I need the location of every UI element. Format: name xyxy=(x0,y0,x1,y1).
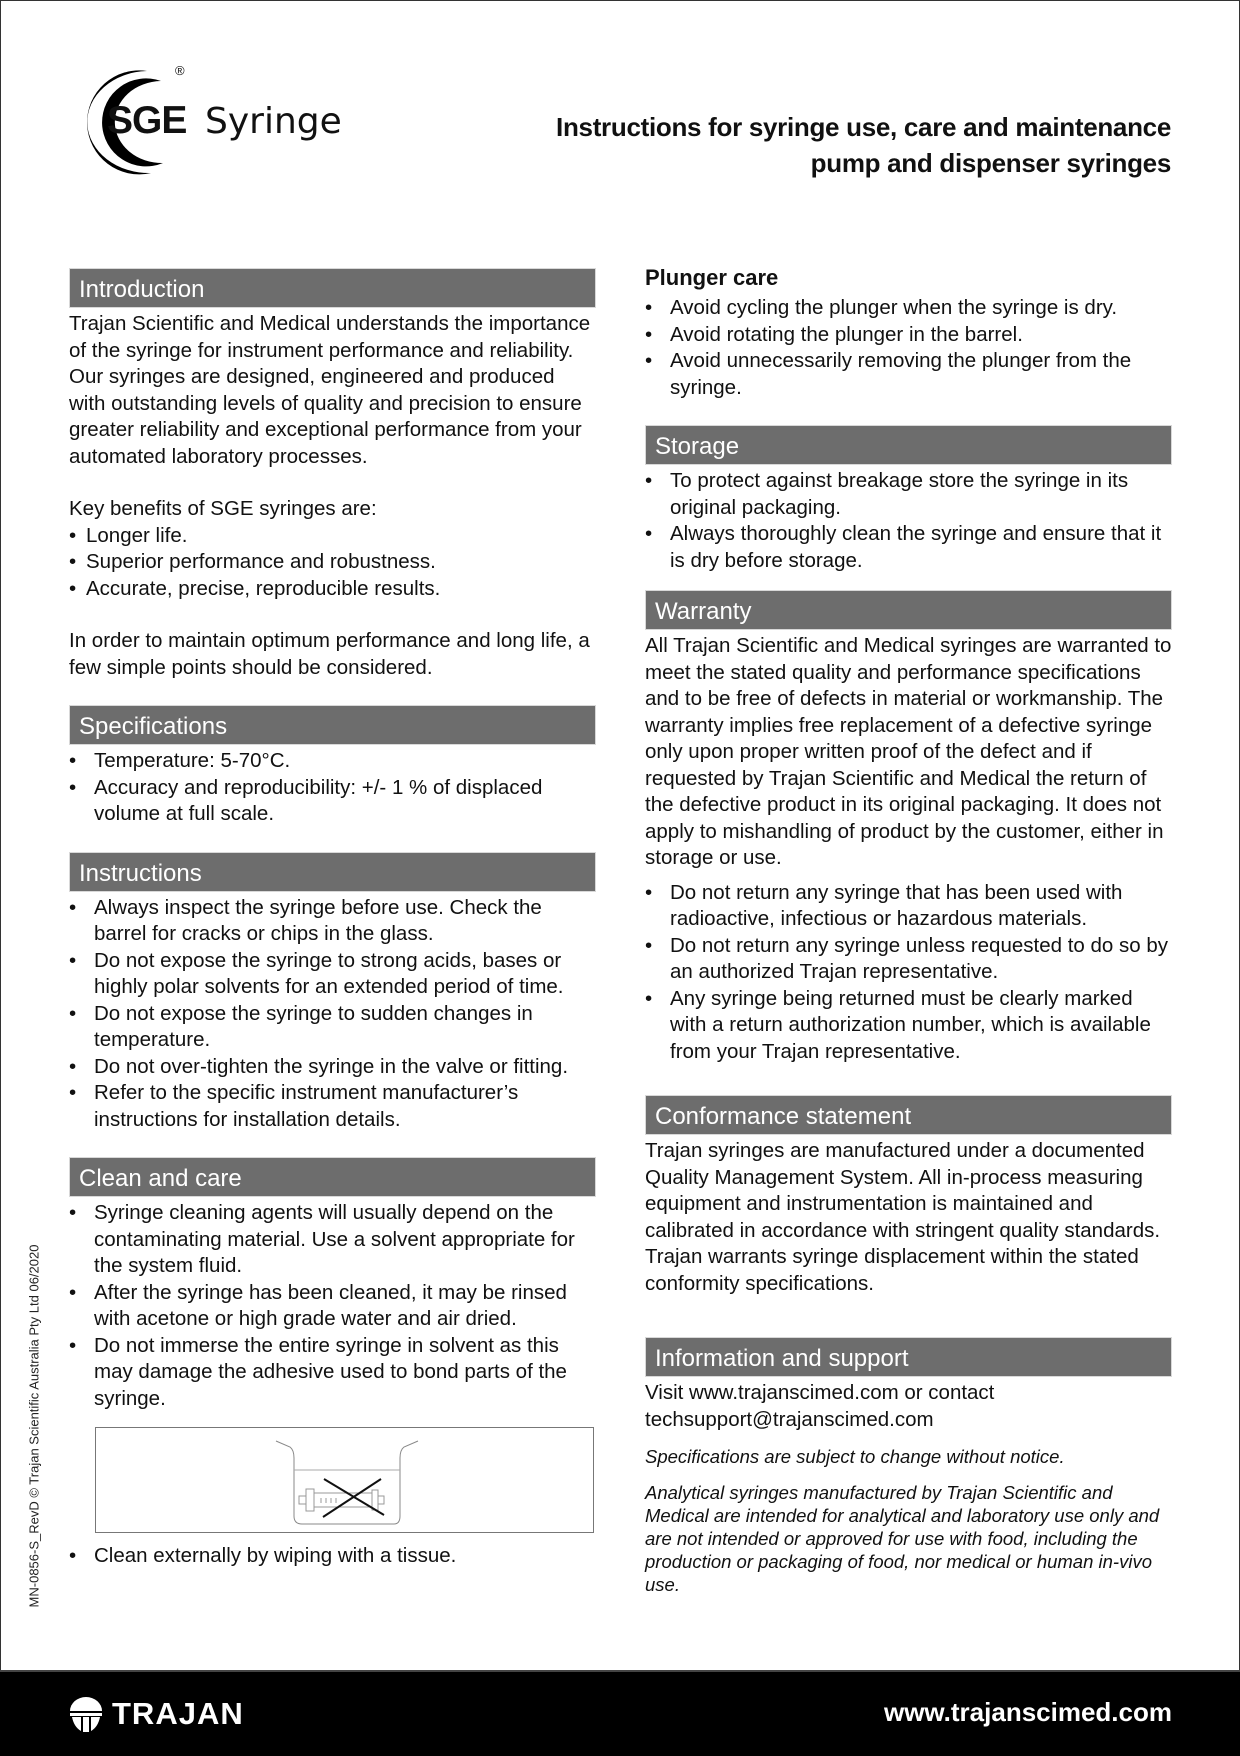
clean-and-care-list xyxy=(69,1200,596,1412)
list-item: • Do not return any syringe unless requested to do so by an authorized Trajan representative. xyxy=(645,933,1172,986)
section-heading-introduction: Introduction xyxy=(69,268,596,308)
section-heading-plunger-care: Plunger care xyxy=(645,265,779,290)
warranty-list xyxy=(645,880,1172,1066)
list-item: • Temperature: 5-70°C. xyxy=(69,748,596,775)
list-item: • Do not return any syringe that has been used with radioactive, infectious or hazardous materials. xyxy=(645,880,1172,933)
footer-website-link[interactable]: www.trajanscimed.com xyxy=(883,1697,1172,1727)
left-column xyxy=(69,268,596,1570)
list-item: • Avoid unnecessarily removing the plunger from the syringe. xyxy=(645,348,1172,401)
section-heading-conformance: Conformance statement xyxy=(645,1095,1172,1135)
list-item: • Always thoroughly clean the syringe and ensure that it is dry before storage. xyxy=(645,521,1172,574)
support-email-link[interactable]: techsupport@trajanscimed.com xyxy=(645,1407,934,1431)
registered-mark: ® xyxy=(175,63,185,78)
intended-use-disclaimer: Analytical syringes manufactured by Trajan Scientific and Medical are intended for analytical and laboratory use only and are not intended or approved for use with food, including the production or packaging of food, nor medical or human in-vivo use. xyxy=(645,1482,1160,1595)
logo-product-text: Syringe xyxy=(205,101,342,142)
list-item: • Accuracy and reproducibility: +/- 1 % of displaced volume at full scale. xyxy=(69,775,596,828)
introduction-closing: In order to maintain optimum performance and long life, a few simple points should be considered. xyxy=(69,629,590,679)
trajan-t-icon xyxy=(68,1696,104,1732)
list-item: • Syringe cleaning agents will usually depend on the contaminating material. Use a solvent appropriate for the system fluid. xyxy=(69,1200,596,1280)
right-column xyxy=(645,265,1172,1596)
section-heading-storage: Storage xyxy=(645,425,1172,465)
clean-and-care-list-extra xyxy=(69,1543,596,1570)
list-item: • After the syringe has been cleaned, it may be rinsed with acetone or high grade water and air dried. xyxy=(69,1280,596,1333)
no-immersion-figure xyxy=(95,1427,594,1533)
specifications-notice: Specifications are subject to change without notice. xyxy=(645,1446,1065,1467)
section-heading-specifications: Specifications xyxy=(69,705,596,745)
sge-syringe-logo xyxy=(69,61,369,181)
plunger-care-list xyxy=(645,295,1172,401)
document-reference-note: MN-0856-S_RevD © Trajan Scientific Australia Pty Ltd 06/2020 xyxy=(26,1244,42,1608)
storage-list xyxy=(645,468,1172,574)
list-item: • Clean externally by wiping with a tissue. xyxy=(69,1543,596,1570)
list-item: • Any syringe being returned must be clearly marked with a return authorization number, which is available from your Trajan representative. xyxy=(645,986,1172,1066)
list-item: • Longer life. xyxy=(69,523,596,550)
title-line-2: pump and dispenser syringes xyxy=(810,148,1171,178)
no-immersion-syringe-icon xyxy=(96,1428,593,1532)
list-item: • To protect against breakage store the syringe in its original packaging. xyxy=(645,468,1172,521)
list-item: • Do not over-tighten the syringe in the valve or fitting. xyxy=(69,1054,596,1081)
title-line-1: Instructions for syringe use, care and maintenance xyxy=(556,112,1171,142)
introduction-paragraph: Trajan Scientific and Medical understands the importance of the syringe for instrument performance and reliability. Our syringes are designed, engineered and produced with outstanding levels of quality and precision to ensure greater reliability and exceptional performance from your automated laboratory processes. xyxy=(69,312,591,468)
conformance-paragraph: Trajan syringes are manufactured under a documented Quality Management System. All in-process measuring equipment and instrumentation is maintained and calibrated in accordance with stringent quality standards. Trajan warrants syringe displacement within the stated conformity specifications. xyxy=(645,1139,1161,1295)
list-item: • Refer to the specific instrument manufacturer’s instructions for installation details. xyxy=(69,1080,596,1133)
footer-brand-text: TRAJAN xyxy=(112,1696,244,1731)
list-item: • Always inspect the syringe before use. Check the barrel for cracks or chips in the glass. xyxy=(69,895,596,948)
instructions-list xyxy=(69,895,596,1134)
section-heading-clean-and-care: Clean and care xyxy=(69,1157,596,1197)
specifications-list xyxy=(69,748,596,828)
document-title xyxy=(556,109,1171,181)
benefits-list xyxy=(69,523,596,603)
list-item: • Avoid rotating the plunger in the barrel. xyxy=(645,322,1172,349)
benefits-intro: Key benefits of SGE syringes are: xyxy=(69,497,377,520)
footer-bar xyxy=(0,1670,1240,1756)
list-item: • Superior performance and robustness. xyxy=(69,549,596,576)
section-heading-information-support: Information and support xyxy=(645,1337,1172,1377)
list-item: • Avoid cycling the plunger when the syringe is dry. xyxy=(645,295,1172,322)
section-heading-instructions: Instructions xyxy=(69,852,596,892)
section-heading-warranty: Warranty xyxy=(645,590,1172,630)
support-visit-line: Visit www.trajanscimed.com or contact xyxy=(645,1381,995,1404)
list-item: • Do not expose the syringe to strong acids, bases or highly polar solvents for an extended period of time. xyxy=(69,948,596,1001)
list-item: • Do not immerse the entire syringe in solvent as this may damage the adhesive used to bond parts of the syringe. xyxy=(69,1333,596,1413)
warranty-paragraph: All Trajan Scientific and Medical syringes are warranted to meet the stated quality and performance specifications and to be free of defects in material or workmanship. The warranty implies free replacement of a defective syringe only upon proper written proof of the defect and if requested by Trajan Scientific and Medical the return of the defective product in its original packaging. It does not apply to mishandling of product by the customer, either in storage or use. xyxy=(645,634,1172,869)
list-item: • Accurate, precise, reproducible results. xyxy=(69,576,596,603)
logo-brand-text: SGE xyxy=(107,99,187,142)
list-item: • Do not expose the syringe to sudden changes in temperature. xyxy=(69,1001,596,1054)
